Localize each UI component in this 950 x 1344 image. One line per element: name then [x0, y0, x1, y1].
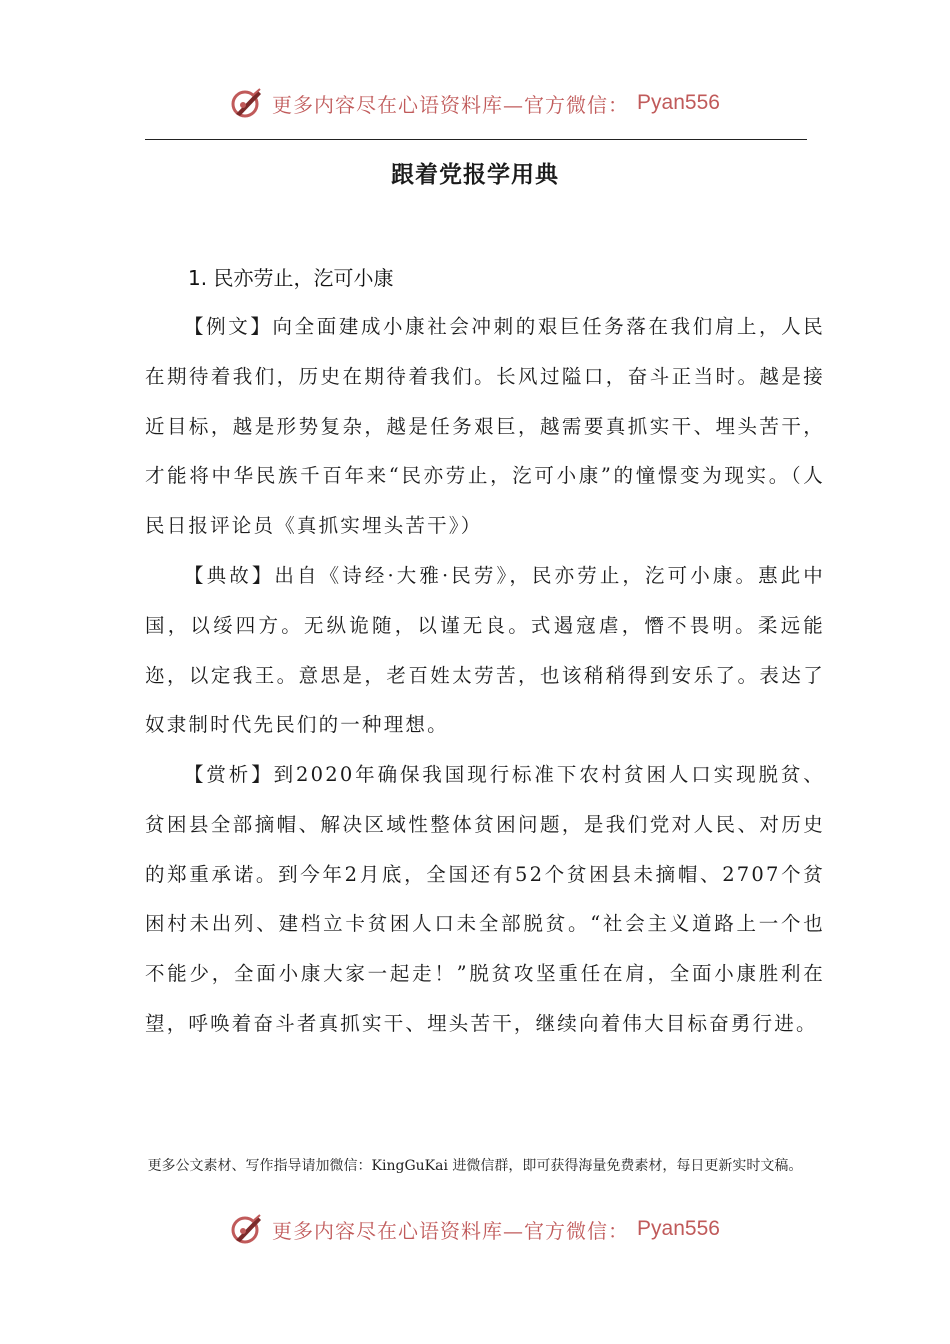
- footer-note: 更多公文素材、写作指导请加微信：KingGuKai 进微信群，即可获得海量免费素材，每日更新实时文稿。: [147, 1158, 803, 1174]
- analysis-paragraph: 【赏析】到2020年确保我国现行标准下农村贫困人口实现脱贫、贫困县全部摘帽、解决区域性整体贫困问题，是我们党对人民、对历史的郑重承诺。到今年2月底，全国还有52个贫困县未摘帽、2707个贫困村未出列、建档立卡贫困人口未全部脱贫。“社会主义道路上一个也不能少，全面小康大家一起走！”脱贫攻坚重任在肩，全面小康胜利在望，呼唤着奋斗者真抓实干、埋头苦干，继续向着伟大目标奋勇行进。: [145, 763, 825, 1035]
- banner-wechat-id: Pyan556: [637, 91, 720, 114]
- section-heading: 1. 民亦劳止，汔可小康: [188, 266, 394, 290]
- page-title: 跟着党报学用典: [391, 161, 559, 188]
- origin-paragraph: 【典故】出自《诗经·大雅·民劳》，民亦劳止，汔可小康。惠此中国，以绥四方。无纵诡随，以谨无良。式遏寇虐，憯不畏明。柔远能迩，以定我王。意思是，老百姓太劳苦，也该稍稍得到安乐了。表达了奴隶制时代先民们的一种理想。: [145, 564, 825, 737]
- quill-pen-icon: [230, 86, 264, 120]
- quill-pen-icon: [230, 1212, 264, 1246]
- header-divider: [145, 139, 807, 140]
- banner-text: 更多内容尽在心语资料库—官方微信：: [272, 92, 630, 117]
- header-banner: [0, 82, 950, 124]
- footer-banner: [0, 1208, 950, 1250]
- footer-banner-text: 更多内容尽在心语资料库—官方微信：: [272, 1218, 630, 1243]
- example-paragraph: 【例文】向全面建成小康社会冲刺的艰巨任务落在我们肩上，人民在期待着我们，历史在期待着我们。长风过隘口，奋斗正当时。越是接近目标，越是形势复杂，越是任务艰巨，越需要真抓实干、埋头苦干，才能将中华民族千百年来“民亦劳止，汔可小康”的憧憬变为现实。（人民日报评论员《真抓实埋头苦干》）: [145, 315, 825, 538]
- footer-banner-wechat-id: Pyan556: [637, 1217, 720, 1240]
